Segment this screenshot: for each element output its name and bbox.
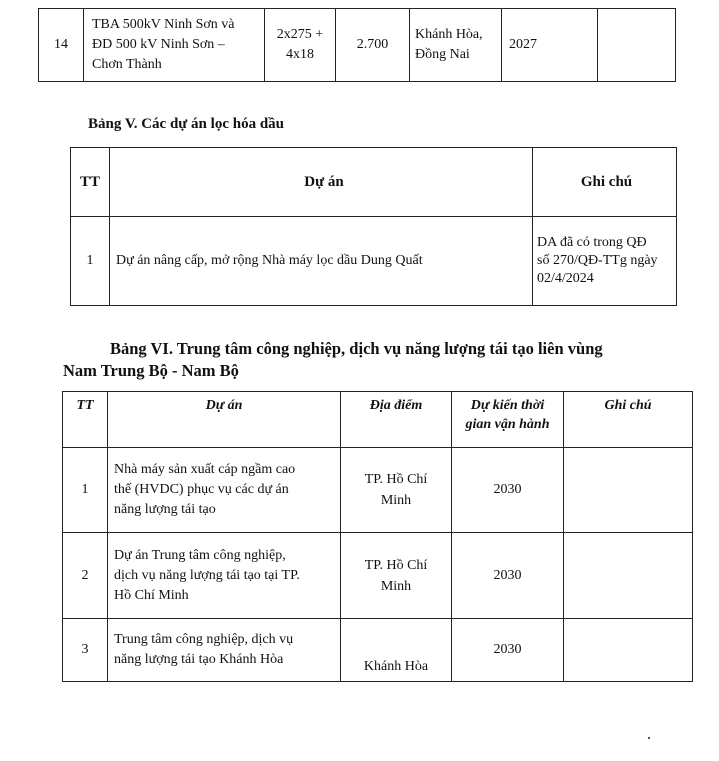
header-line: gian vận hành [465, 417, 550, 432]
location-line: Minh [380, 578, 412, 594]
table-row [63, 448, 693, 533]
project-line: Trung tâm công nghiệp, dịch vụ [114, 632, 294, 647]
note-line: số 270/QĐ-TTg ngày [537, 253, 658, 268]
table-header-row [63, 392, 693, 448]
header-tt: TT [63, 392, 108, 448]
cell-note [533, 217, 677, 306]
cell-location: Khánh Hòa [341, 619, 452, 682]
location-line: TP. Hồ Chí [364, 557, 428, 573]
cell-tt: 1 [63, 448, 108, 533]
cell-tt: 1 [71, 217, 110, 306]
table-header-row [71, 148, 677, 217]
cell-note [598, 9, 676, 82]
header-note: Ghi chú [533, 148, 677, 217]
cell-project [108, 448, 341, 533]
cell-note [564, 448, 693, 533]
cell-tt: 2 [63, 533, 108, 619]
location-line: Đồng Nai [415, 47, 470, 62]
project-line: dịch vụ năng lượng tái tạo tại TP. [114, 567, 300, 583]
cell-project [108, 619, 341, 682]
header-line: Dự kiến thời [470, 398, 545, 413]
cell-length: 2.700 [336, 9, 410, 82]
project-line: thế (HVDC) phục vụ các dự án [114, 482, 289, 497]
caption-line: Bảng VI. Trung tâm công nghiệp, dịch vụ năng lượng tái tạo liên vùng [110, 339, 603, 358]
cell-year: 2030 [452, 619, 564, 682]
table-vi [62, 391, 693, 682]
project-line: Chơn Thành [92, 57, 162, 72]
cell-tt: 3 [63, 619, 108, 682]
header-note: Ghi chú [564, 392, 693, 448]
scale-line: 4x18 [286, 47, 314, 62]
cell-note [564, 619, 693, 682]
cell-location [410, 9, 502, 82]
table-v [70, 147, 677, 306]
cell-year: 2030 [452, 533, 564, 619]
project-line: năng lượng tái tạo Khánh Hòa [114, 652, 284, 667]
table-row [39, 9, 676, 82]
cell-year: 2030 [452, 448, 564, 533]
location-line: Minh [380, 493, 412, 508]
table-v-caption: Bảng V. Các dự án lọc hóa dầu [88, 116, 285, 132]
cell-project [108, 533, 341, 619]
caption-line: Nam Trung Bộ - Nam Bộ [63, 361, 239, 380]
table-row [63, 619, 693, 682]
table-vi-caption [63, 338, 673, 382]
location-line: Khánh Hòa, [415, 27, 483, 42]
cell-note [564, 533, 693, 619]
cell-project [84, 9, 265, 82]
note-line: DA đã có trong QĐ [537, 235, 647, 250]
scan-speck [648, 737, 650, 739]
project-line: TBA 500kV Ninh Sơn và [92, 17, 235, 32]
cell-location [341, 448, 452, 533]
table-row [71, 217, 677, 306]
project-line: Nhà máy sản xuất cáp ngầm cao [114, 462, 296, 477]
scale-line: 2x275 + [276, 27, 324, 42]
table-row [63, 533, 693, 619]
cell-location [341, 533, 452, 619]
cell-project: Dự án nâng cấp, mở rộng Nhà máy lọc dầu Dung Quất [110, 217, 533, 306]
header-tt: TT [71, 148, 110, 217]
note-line: 02/4/2024 [537, 271, 594, 286]
header-project: Dự án [108, 392, 341, 448]
header-operation [452, 392, 564, 448]
location-line: TP. Hồ Chí [364, 472, 428, 487]
cell-tt: 14 [39, 9, 84, 82]
cell-scale [265, 9, 336, 82]
cell-year: 2027 [502, 9, 598, 82]
project-line: Dự án Trung tâm công nghiệp, [114, 547, 286, 563]
project-line: năng lượng tái tạo [114, 502, 216, 517]
header-location: Địa điểm [341, 392, 452, 448]
project-line: Hồ Chí Minh [114, 587, 189, 603]
header-project: Dự án [110, 148, 533, 217]
table-iv-tail [38, 8, 676, 82]
project-line: ĐD 500 kV Ninh Sơn – [92, 37, 225, 52]
